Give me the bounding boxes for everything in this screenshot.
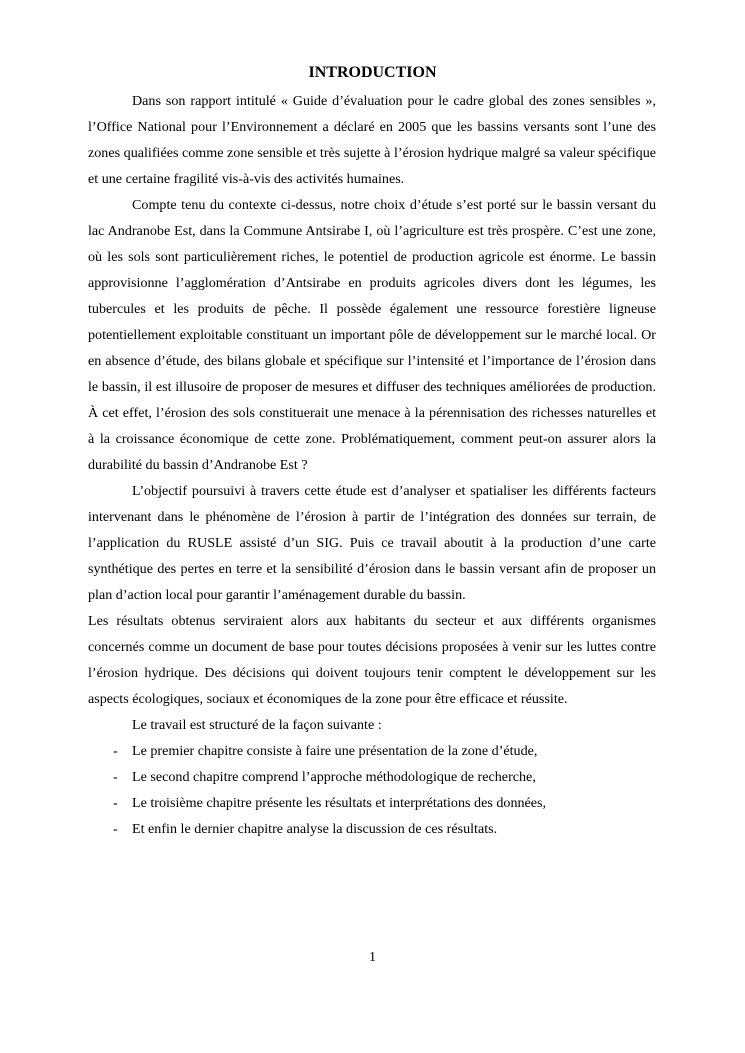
list-item [88,738,656,764]
chapter-list [88,738,656,842]
list-dash: - [113,769,118,785]
list-dash: - [113,821,118,837]
document-body [88,88,656,842]
list-dash: - [113,795,118,811]
paragraph-objective: L’objectif poursuivi à travers cette étude est d’analyser et spatialiser les différents facteurs intervenant dans le phénomène de l’érosion à partir de l’intégration des données sur terrain, de l’application du RUSLE assisté d’un SIG. Puis ce travail aboutit à la production d’une carte synthétique des pertes en terre et la sensibilité d’érosion dans le bassin versant afin de proposer un plan d’action local pour garantir l’aménagement durable du bassin. [88,483,656,603]
list-item [88,790,656,816]
paragraph-study-choice: Compte tenu du contexte ci-dessus, notre choix d’étude s’est porté sur le bassin versant du lac Andranobe Est, dans la Commune Antsirabe I, où l’agriculture est très prospère. C’est une zone, où les sols sont particulièrement riches, le potentiel de production agricole est énorme. Le bassin approvisionne l’agglomération d’Antsirabe en produits agricoles divers dont les légumes, les tubercules et les produits de pêche. Il possède également une ressource forestière ligneuse potentiellement exploitable constituant un important pôle de développement sur le marché local. Or en absence d’étude, des bilans globale et spécifique sur l’intensité et l’importance de l’érosion dans le bassin, il est illusoire de proposer de mesures et diffuser des techniques améliorées de production. À cet effet, l’érosion des sols constituerait une menace à la pérennisation des richesses naturelles et à la croissance économique de cette zone. Problématiquement, comment peut-on assurer alors la durabilité du bassin d’Andranobe Est ? [88,197,656,473]
list-item-text: Le second chapitre comprend l’approche méthodologique de recherche, [132,769,536,785]
list-item-text: Et enfin le dernier chapitre analyse la discussion de ces résultats. [132,821,498,837]
list-item-text: Le troisième chapitre présente les résultats et interprétations des données, [132,795,547,811]
paragraph-context: Dans son rapport intitulé « Guide d’évaluation pour le cadre global des zones sensibles », l’Office National pour l’Environnement a déclaré en 2005 que les bassins versants sont l’une des zones qualifiées comme zone sensible et très sujette à l’érosion hydrique malgré sa valeur spécifique et une certaine fragilité vis-à-vis des activités humaines. [88,93,656,187]
structure-intro: Le travail est structuré de la façon suivante : [132,717,382,733]
paragraph-results: Les résultats obtenus serviraient alors aux habitants du secteur et aux différents organismes concernés comme un document de base pour toutes décisions proposées à venir sur les luttes contre l’érosion hydrique. Des décisions qui doivent toujours tenir comptent le développement sur les aspects écologiques, sociaux et économiques de la zone pour être efficace et réussite. [88,613,656,707]
page-title: INTRODUCTION [308,64,437,81]
list-item [88,764,656,790]
list-item [88,816,656,842]
list-dash: - [113,743,118,759]
list-item-text: Le premier chapitre consiste à faire une présentation de la zone d’étude, [132,743,538,759]
page-number: 1 [369,950,376,965]
